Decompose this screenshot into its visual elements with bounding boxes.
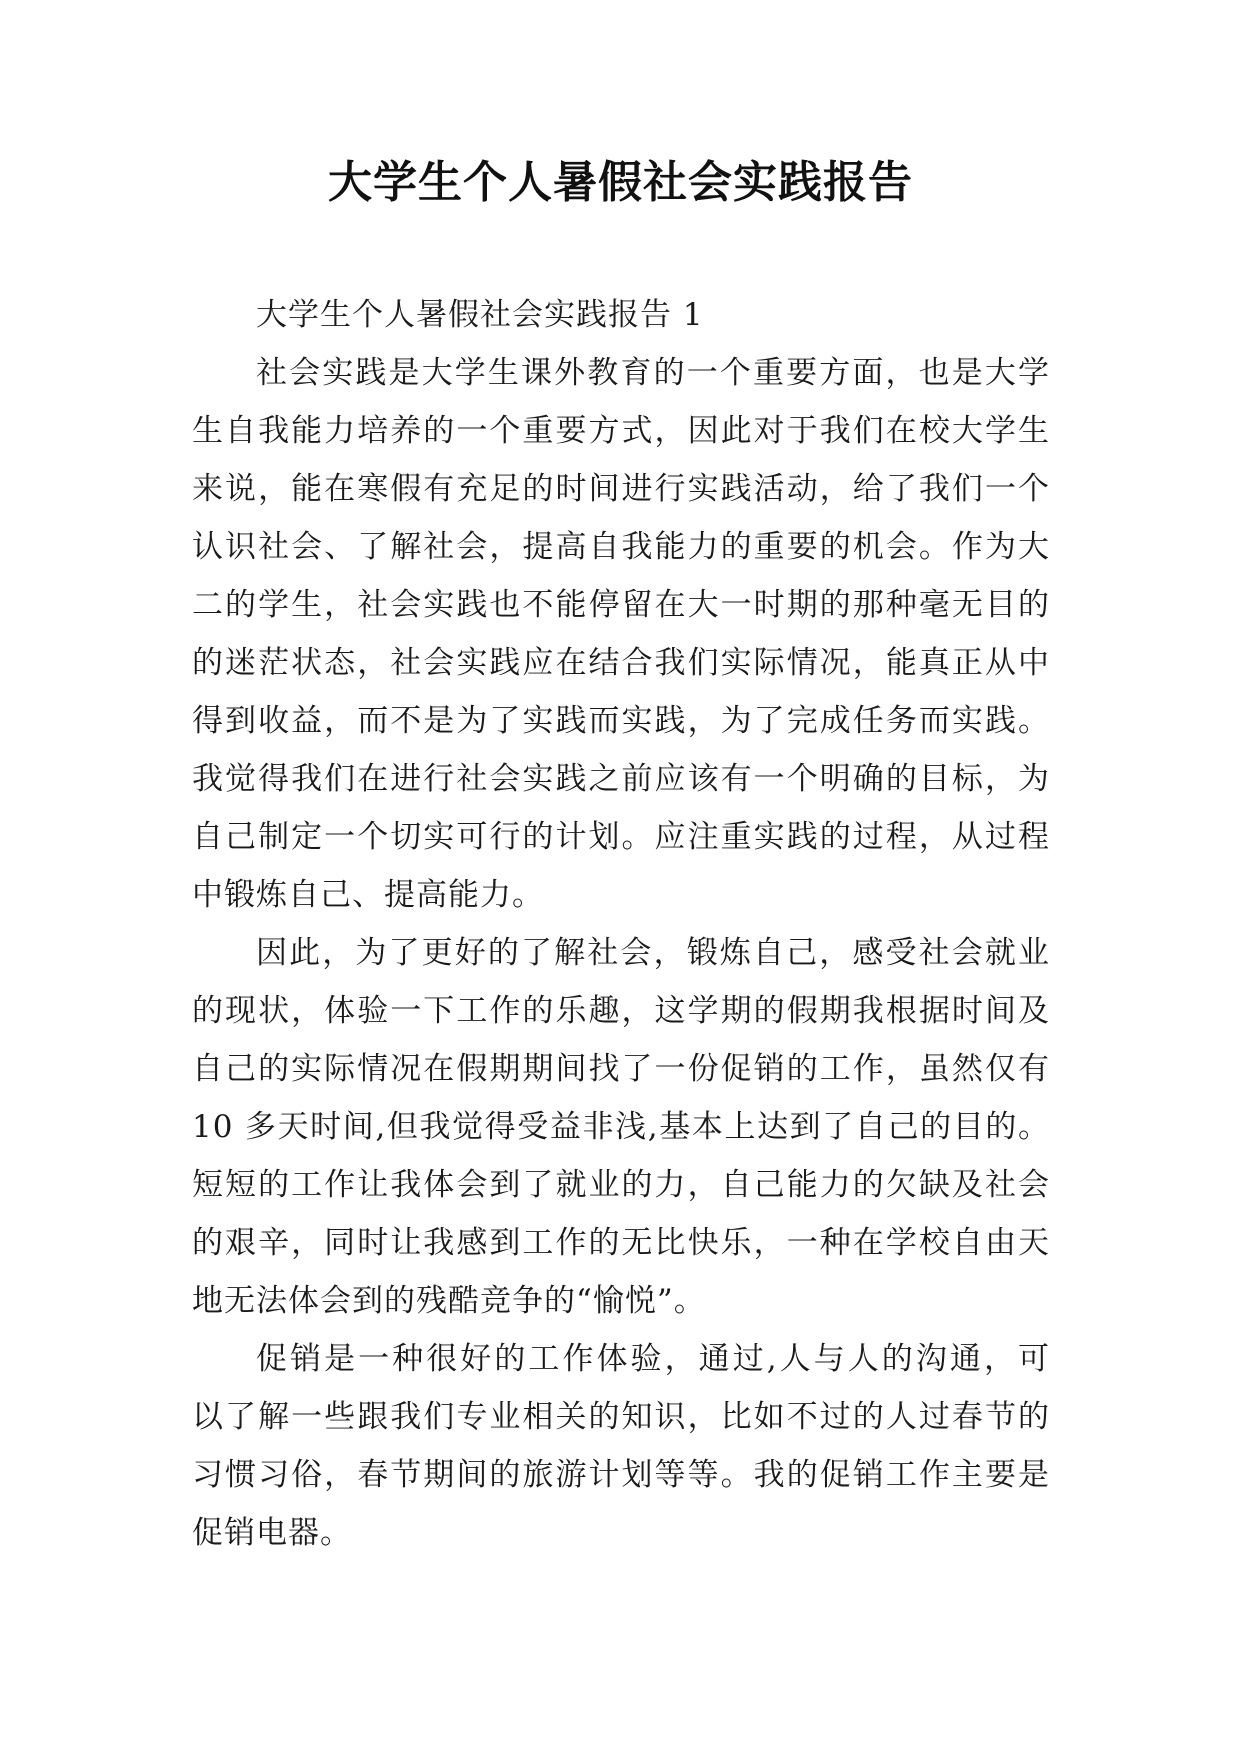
text-line: 认识社会、了解社会，提高自我能力的重要的机会。作为大 [192, 529, 1050, 565]
text-line: 10 多天时间,但我觉得受益非浅,基本上达到了自己的目的。 [192, 1109, 1050, 1145]
text-line: 二的学生，社会实践也不能停留在大一时期的那种毫无目的 [192, 587, 1050, 623]
text-line: 大学生个人暑假社会实践报告 1 [256, 297, 704, 333]
document-title: 大学生个人暑假社会实践报告 [328, 157, 913, 208]
text-line: 以了解一些跟我们专业相关的知识，比如不过的人过春节的 [192, 1399, 1050, 1435]
text-line: 地无法体会到的残酷竞争的“愉悦”。 [192, 1283, 706, 1319]
text-line: 因此，为了更好的了解社会，锻炼自己，感受社会就业 [256, 935, 1050, 971]
text-line: 习惯习俗，春节期间的旅游计划等等。我的促销工作主要是 [192, 1457, 1050, 1493]
text-line: 促销是一种很好的工作体验，通过,人与人的沟通，可 [256, 1341, 1050, 1377]
text-line: 的迷茫状态，社会实践应在结合我们实际情况，能真正从中 [192, 645, 1050, 681]
text-line: 促销电器。 [192, 1515, 352, 1551]
document-body [192, 286, 1050, 1562]
text-line: 自己制定一个切实可行的计划。应注重实践的过程，从过程 [192, 819, 1050, 855]
text-line: 短短的工作让我体会到了就业的力，自己能力的欠缺及社会 [192, 1167, 1050, 1203]
text-line: 得到收益，而不是为了实践而实践，为了完成任务而实践。 [192, 703, 1050, 739]
text-line: 自己的实际情况在假期期间找了一份促销的工作，虽然仅有 [192, 1051, 1050, 1087]
text-line: 我觉得我们在进行社会实践之前应该有一个明确的目标，为 [192, 761, 1050, 797]
text-line: 生自我能力培养的一个重要方式，因此对于我们在校大学生 [192, 413, 1050, 449]
text-line: 中锻炼自己、提高能力。 [192, 877, 544, 913]
text-line: 的现状，体验一下工作的乐趣，这学期的假期我根据时间及 [192, 993, 1050, 1029]
text-line: 的艰辛，同时让我感到工作的无比快乐，一种在学校自由天 [192, 1225, 1050, 1261]
text-line: 社会实践是大学生课外教育的一个重要方面，也是大学 [256, 355, 1050, 391]
text-line: 来说，能在寒假有充足的时间进行实践活动，给了我们一个 [192, 471, 1050, 507]
